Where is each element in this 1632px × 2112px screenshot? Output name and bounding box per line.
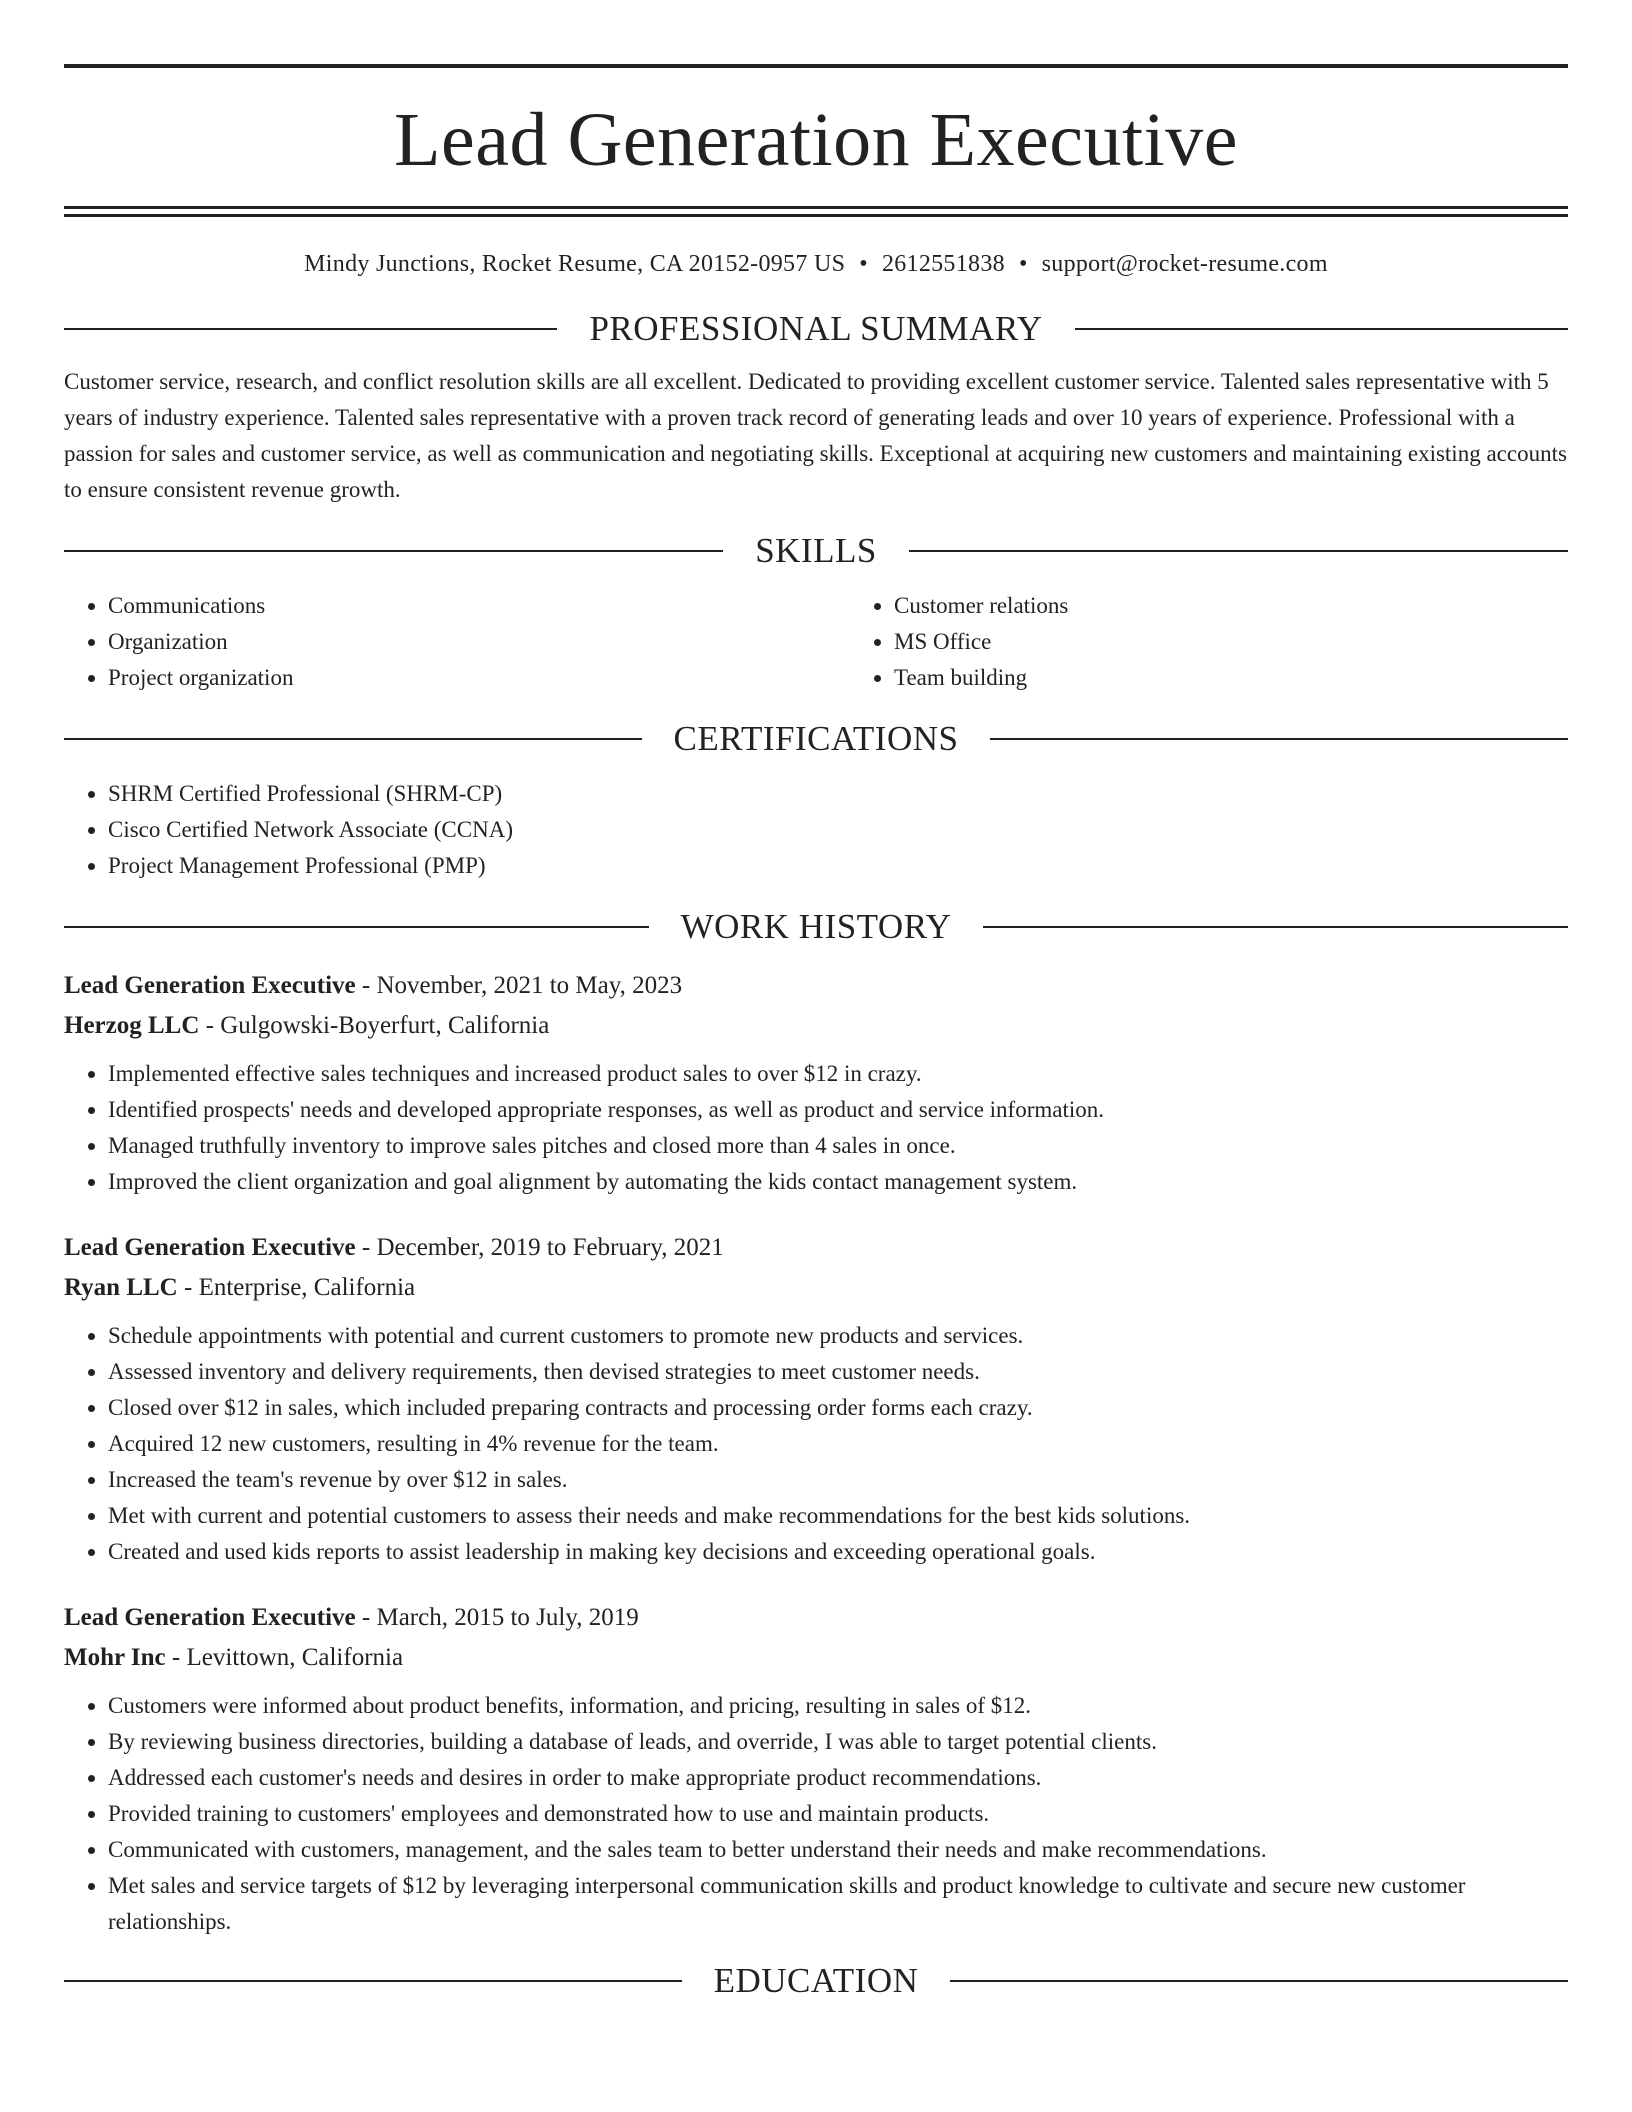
- education-heading: [64, 1958, 1568, 2004]
- resume-title: Lead Generation Executive: [394, 98, 1238, 182]
- job-bullets: [64, 1318, 1568, 1570]
- job-bullet: • Created and used kids reports to assist leadership in making key decisions and exceeding operational goals.: [108, 1534, 1568, 1570]
- skill-item: • Organization: [108, 624, 850, 660]
- heading-rule-left: [64, 328, 557, 330]
- job-bullet: • Assessed inventory and delivery requirements, then devised strategies to meet customer needs.: [108, 1354, 1568, 1390]
- heading-rule-right: [1075, 328, 1568, 330]
- job-title-line: [64, 966, 1568, 1006]
- heading-rule-left: [64, 738, 642, 740]
- job-bullet: • Managed truthfully inventory to improve sales pitches and closed more than 4 sales in once.: [108, 1128, 1568, 1164]
- heading-rule-left: [64, 550, 723, 552]
- skill-item: • Customer relations: [894, 588, 1568, 624]
- job-bullet: • Customers were informed about product benefits, information, and pricing, resulting in sales of $12.: [108, 1688, 1568, 1724]
- job-bullet: • Met sales and service targets of $12 by leveraging interpersonal communication skills and product knowledge to cultivate and secure new customer relationships.: [108, 1868, 1568, 1940]
- job-bullets: [64, 1688, 1568, 1940]
- contact-separator: •: [1018, 251, 1028, 277]
- job-bullet: • Closed over $12 in sales, which included preparing contracts and processing order forms each crazy.: [108, 1390, 1568, 1426]
- job-location: Levittown, California: [186, 1644, 404, 1671]
- skills-column-right: [850, 588, 1568, 696]
- job-bullet: • Increased the team's revenue by over $12 in sales.: [108, 1462, 1568, 1498]
- job-bullet: • Communicated with customers, management, and the sales team to better understand their needs and make recommendations.: [108, 1832, 1568, 1868]
- skill-item: • Project organization: [108, 660, 850, 696]
- job-bullet: • Implemented effective sales techniques and increased product sales to over $12 in crazy.: [108, 1056, 1568, 1092]
- job-company-line: [64, 1638, 1568, 1678]
- summary-heading: [64, 306, 1568, 352]
- job-separator: -: [177, 1274, 199, 1301]
- heading-rule-right: [983, 926, 1568, 928]
- contact-email: support@rocket-resume.com: [1041, 251, 1328, 277]
- job-separator: -: [165, 1644, 187, 1671]
- skills-heading: [64, 528, 1568, 574]
- top-rule: [64, 64, 1568, 68]
- job-title-line: [64, 1228, 1568, 1268]
- job-bullet: • Provided training to customers' employees and demonstrated how to use and maintain products.: [108, 1796, 1568, 1832]
- job-title-line: [64, 1598, 1568, 1638]
- job-bullet: • By reviewing business directories, building a database of leads, and override, I was able to target potential clients.: [108, 1724, 1568, 1760]
- job-entry: [64, 1228, 1568, 1570]
- certifications-heading: [64, 716, 1568, 762]
- job-bullets: [64, 1056, 1568, 1200]
- double-rule: [64, 206, 1568, 217]
- job-title: Lead Generation Executive: [64, 972, 356, 999]
- skill-item: • MS Office: [894, 624, 1568, 660]
- job-bullet: • Identified prospects' needs and developed appropriate responses, as well as product and service information.: [108, 1092, 1568, 1128]
- heading-rule-right: [990, 738, 1568, 740]
- job-separator: -: [355, 972, 377, 999]
- contact-phone: 2612551838: [881, 251, 1005, 277]
- job-location: Enterprise, California: [198, 1274, 416, 1301]
- job-dates: March, 2015 to July, 2019: [376, 1604, 639, 1631]
- job-title: Lead Generation Executive: [64, 1604, 356, 1631]
- skill-item: • Team building: [894, 660, 1568, 696]
- contact-address: Mindy Junctions, Rocket Resume, CA 20152-0957 US: [304, 251, 846, 277]
- job-separator: -: [355, 1604, 377, 1631]
- job-separator: -: [199, 1012, 221, 1039]
- heading-rule-right: [909, 550, 1568, 552]
- certification-item: • Project Management Professional (PMP): [108, 848, 1568, 884]
- heading-rule-left: [64, 926, 649, 928]
- job-company: Ryan LLC: [64, 1274, 178, 1301]
- job-bullet: • Improved the client organization and goal alignment by automating the kids contact management system.: [108, 1164, 1568, 1200]
- job-location: Gulgowski-Boyerfurt, California: [220, 1012, 550, 1039]
- work-history-heading-text: WORK HISTORY: [680, 907, 952, 946]
- job-bullet: • Schedule appointments with potential and current customers to promote new products and services.: [108, 1318, 1568, 1354]
- skill-item: • Communications: [108, 588, 850, 624]
- heading-rule-left: [64, 1980, 682, 1982]
- job-title: Lead Generation Executive: [64, 1234, 356, 1261]
- job-entry: [64, 1598, 1568, 1940]
- certifications-heading-text: CERTIFICATIONS: [673, 719, 959, 758]
- summary-heading-text: PROFESSIONAL SUMMARY: [589, 309, 1043, 348]
- skills-heading-text: SKILLS: [755, 531, 877, 570]
- job-company: Herzog LLC: [64, 1012, 200, 1039]
- skills-column-left: [64, 588, 850, 696]
- summary-text: Customer service, research, and conflict resolution skills are all excellent. Dedicated to providing excellent customer service. Talented sales representative with 5 years of industry experience. Talented sales representative with a proven track record of generating leads and over 10 years of experience. Professional with a passion for sales and customer service, as well as communication and negotiating skills. Exceptional at acquiring new customers and maintaining existing accounts to ensure consistent revenue growth.: [64, 369, 1567, 502]
- work-history-heading: [64, 904, 1568, 950]
- certifications-list: [64, 776, 1568, 884]
- job-separator: -: [355, 1234, 377, 1261]
- job-bullet: • Acquired 12 new customers, resulting in 4% revenue for the team.: [108, 1426, 1568, 1462]
- job-dates: December, 2019 to February, 2021: [376, 1234, 724, 1261]
- certification-item: • SHRM Certified Professional (SHRM-CP): [108, 776, 1568, 812]
- job-company-line: [64, 1268, 1568, 1308]
- job-bullet: • Addressed each customer's needs and desires in order to make appropriate product recommendations.: [108, 1760, 1568, 1796]
- certification-item: • Cisco Certified Network Associate (CCNA): [108, 812, 1568, 848]
- skills-list: [64, 588, 1568, 696]
- education-heading-text: EDUCATION: [713, 1961, 919, 2000]
- job-dates: November, 2021 to May, 2023: [376, 972, 683, 999]
- heading-rule-right: [950, 1980, 1568, 1982]
- job-entry: [64, 966, 1568, 1200]
- contact-line: [64, 251, 1568, 278]
- contact-separator: •: [859, 251, 868, 277]
- job-bullet: • Met with current and potential customers to assess their needs and make recommendations for the best kids solutions.: [108, 1498, 1568, 1534]
- job-company: Mohr Inc: [64, 1644, 166, 1671]
- job-company-line: [64, 1006, 1568, 1046]
